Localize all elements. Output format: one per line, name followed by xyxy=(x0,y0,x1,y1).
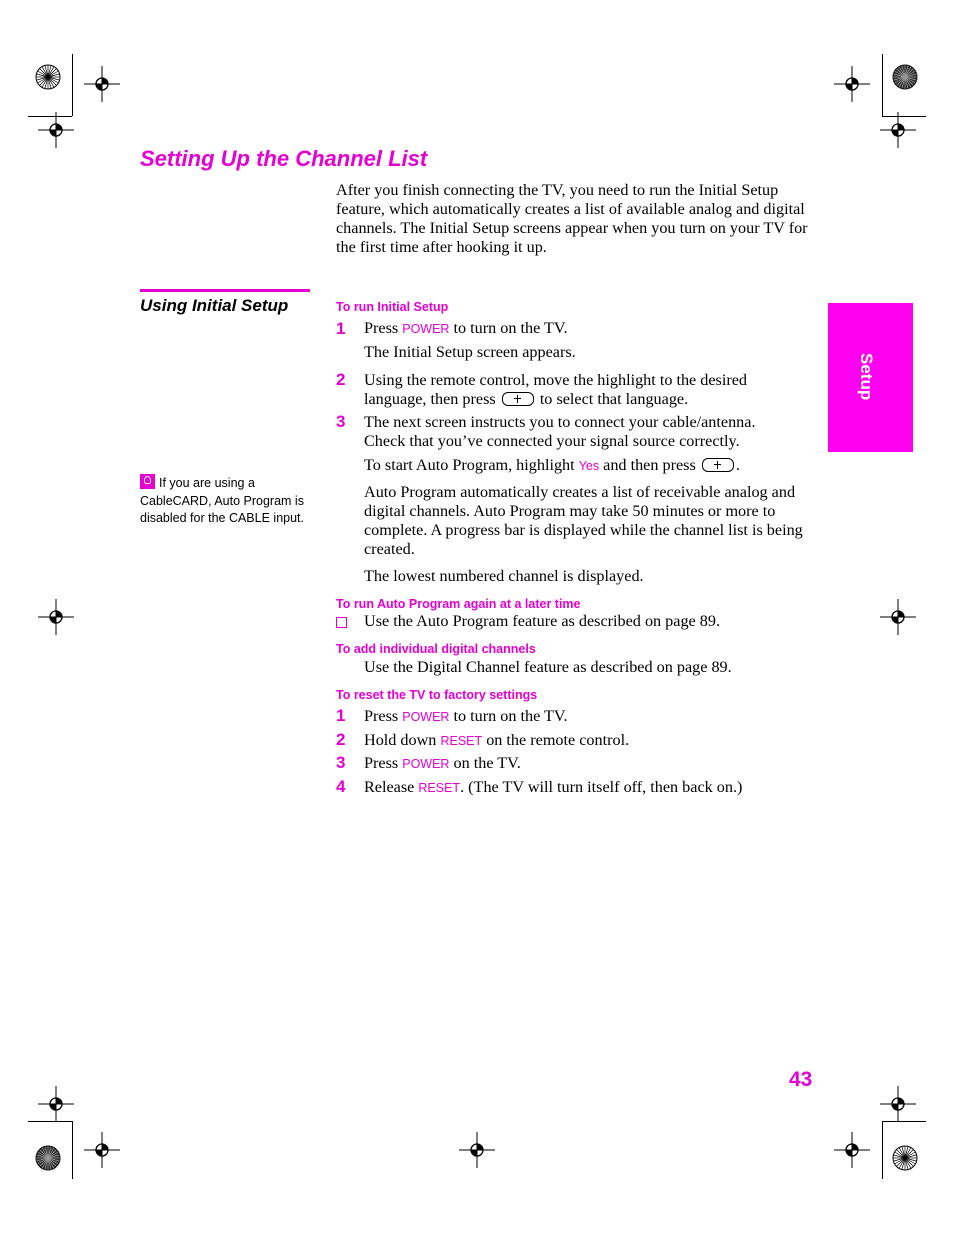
bullet-text: Use the Auto Program feature as described on page 89. xyxy=(364,612,721,630)
section-tab-label: Setup xyxy=(857,353,876,401)
tip-lightbulb-icon xyxy=(140,474,155,489)
step-text xyxy=(364,778,814,798)
step-text xyxy=(364,371,784,409)
registration-mark-icon xyxy=(457,1130,497,1170)
color-bar-icon xyxy=(34,1144,62,1172)
step-text xyxy=(364,731,814,751)
step-text-part: To start Auto Program, highlight xyxy=(364,456,579,474)
keyword-reset: RESET xyxy=(418,781,461,795)
tip-text: If you are using a CableCARD, Auto Program is disabled for the CABLE input. xyxy=(140,476,304,525)
step-text-part: Press xyxy=(364,319,403,337)
page-number: 43 xyxy=(789,1068,813,1091)
step-text-part: Press xyxy=(364,707,403,725)
keyword-power: POWER xyxy=(402,322,450,336)
step-text-part: Press xyxy=(364,754,403,772)
subheading-digital-channels: To add individual digital channels xyxy=(336,642,536,656)
registration-mark-icon xyxy=(832,1130,872,1170)
crop-line xyxy=(72,54,73,116)
subheading-auto-program: To run Auto Program again at a later time xyxy=(336,597,581,611)
keyword-yes: Yes xyxy=(578,459,600,473)
step-number: 2 xyxy=(336,730,346,749)
registration-mark-icon xyxy=(878,1084,918,1124)
enter-button-icon xyxy=(502,392,534,406)
step-text-part: . (The TV will turn itself off, then back on.) xyxy=(460,778,743,796)
subheading-reset: To reset the TV to factory settings xyxy=(336,688,538,702)
step-text: Use the Digital Channel feature as described on page 89. xyxy=(364,658,732,676)
step-number: 3 xyxy=(336,753,346,772)
step-note: The lowest numbered channel is displayed. xyxy=(364,567,644,585)
step-paragraph: Auto Program automatically creates a list of receivable analog and digital channels. Auto Program may take 50 minutes or more to complete. A progress bar is displayed while the channel list is being created. xyxy=(364,483,803,558)
step-text xyxy=(364,319,814,339)
keyword-power: POWER xyxy=(402,710,450,724)
step-number: 2 xyxy=(336,370,346,389)
registration-mark-icon xyxy=(82,1130,122,1170)
keyword-reset: RESET xyxy=(440,734,483,748)
step-number: 4 xyxy=(336,777,346,796)
bullet-square-icon xyxy=(336,617,347,628)
registration-mark-icon xyxy=(36,597,76,637)
step-text xyxy=(364,754,814,774)
color-bar-icon xyxy=(891,1144,919,1172)
step-text-part: to turn on the TV. xyxy=(449,707,568,725)
step-text-part: Using the remote control, move the highlight to the desired language, then press xyxy=(364,371,748,408)
section-rule xyxy=(140,289,310,292)
registration-mark-icon xyxy=(82,64,122,104)
step-text-part: to select that language. xyxy=(535,390,689,408)
step-number: 3 xyxy=(336,412,346,431)
step-text xyxy=(364,707,814,727)
crop-line xyxy=(882,54,883,116)
crop-line xyxy=(72,1121,73,1179)
step-number: 1 xyxy=(336,706,346,725)
registration-mark-icon xyxy=(832,64,872,104)
page-title: Setting Up the Channel List xyxy=(140,146,428,171)
crop-line xyxy=(882,1121,883,1179)
registration-mark-icon xyxy=(36,110,76,150)
color-bar-icon xyxy=(891,63,919,91)
step-text-part: on the remote control. xyxy=(482,731,630,749)
registration-mark-icon xyxy=(878,597,918,637)
keyword-power: POWER xyxy=(402,757,450,771)
step-text xyxy=(364,456,814,476)
registration-mark-icon xyxy=(36,1084,76,1124)
step-text-part: on the TV. xyxy=(449,754,521,772)
step-text-part: Hold down xyxy=(364,731,441,749)
enter-button-icon xyxy=(702,458,734,472)
step-text-part: and then press xyxy=(599,456,700,474)
step-number: 1 xyxy=(336,319,346,338)
step-text-part: to turn on the TV. xyxy=(449,319,568,337)
section-tab xyxy=(828,303,913,452)
step-text-part: Release xyxy=(364,778,419,796)
step-text-part: . xyxy=(735,456,740,474)
registration-mark-icon xyxy=(878,110,918,150)
subheading-run-initial-setup: To run Initial Setup xyxy=(336,300,449,314)
color-bar-icon xyxy=(34,63,62,91)
step-text: The next screen instructs you to connect your cable/antenna. Check that you’ve connected your signal source correctly. xyxy=(364,413,756,450)
section-title: Using Initial Setup xyxy=(140,296,289,315)
intro-paragraph: After you finish connecting the TV, you need to run the Initial Setup feature, which automatically creates a list of available analog and digital channels. The Initial Setup screens appear when you turn on your TV for the first time after hooking it up. xyxy=(336,181,808,256)
step-note: The Initial Setup screen appears. xyxy=(364,343,576,361)
tip-note xyxy=(140,474,310,528)
